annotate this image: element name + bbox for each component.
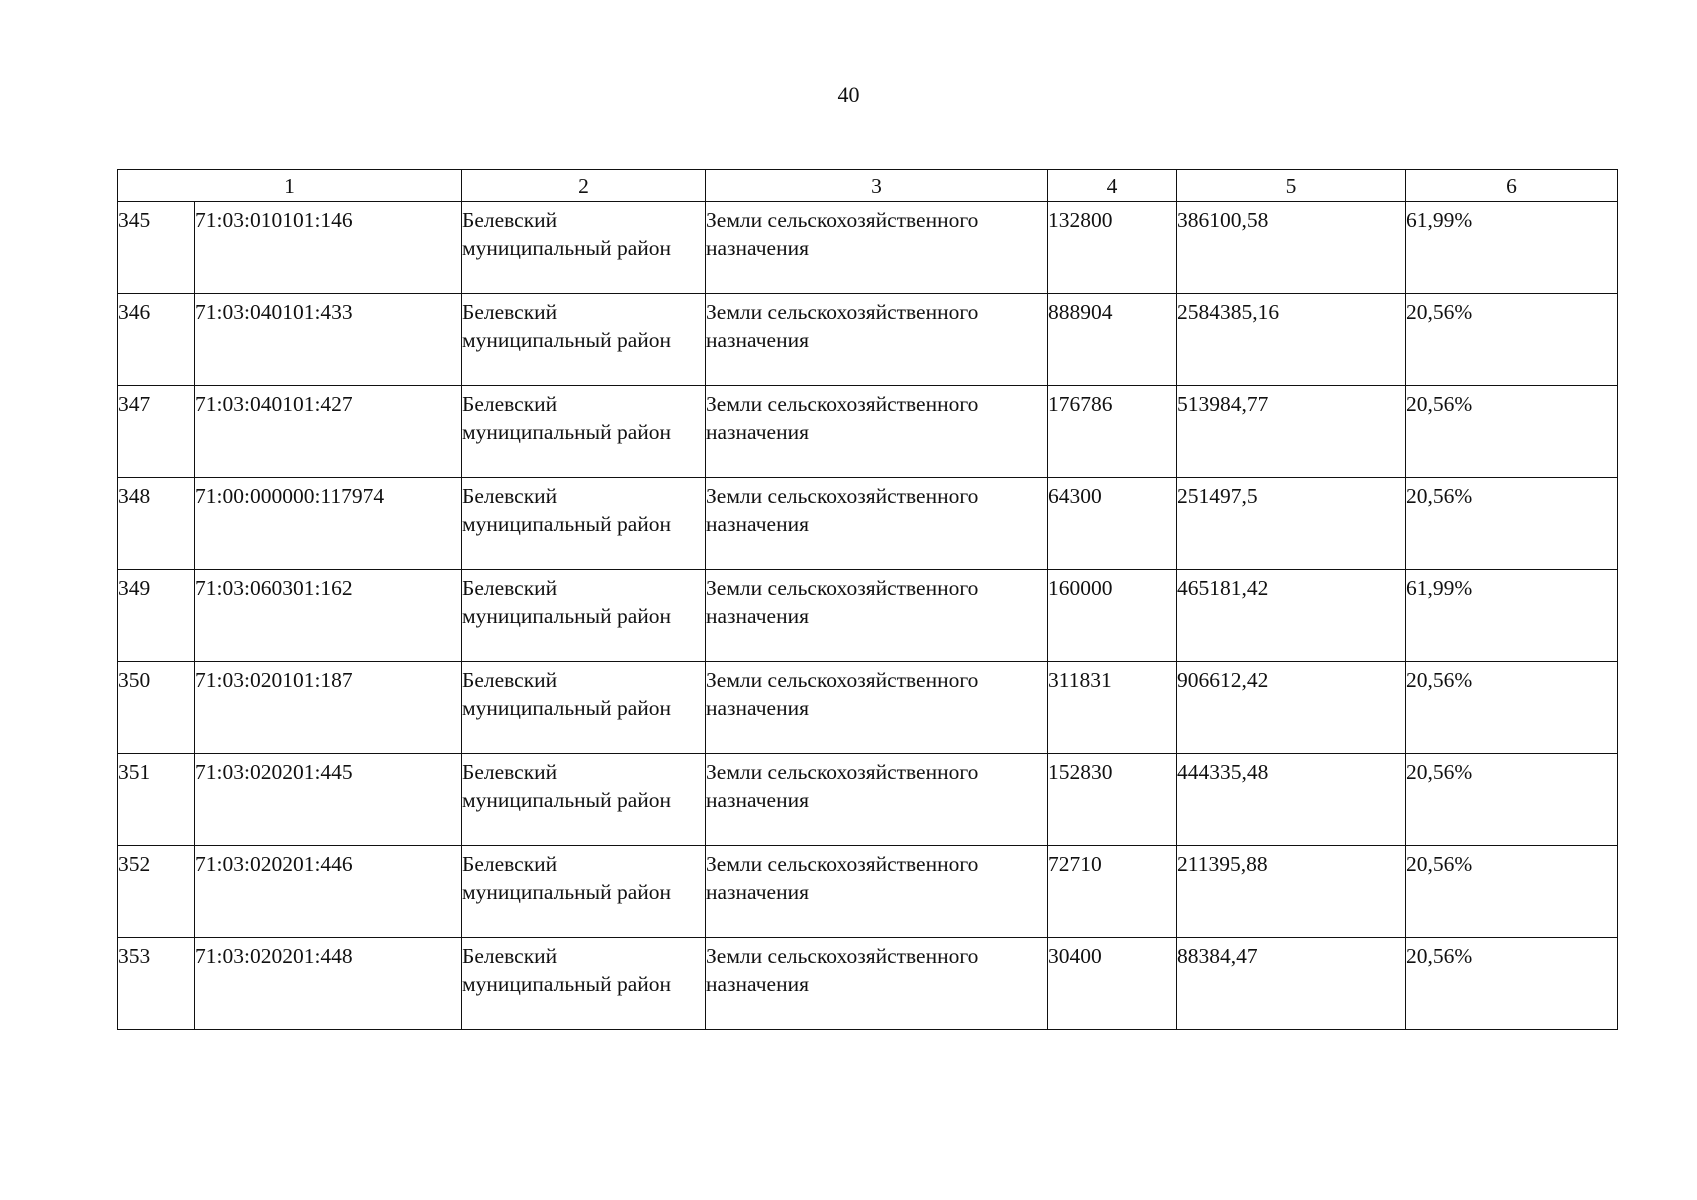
area: 64300: [1048, 478, 1177, 570]
area: 888904: [1048, 294, 1177, 386]
row-number: 348: [118, 478, 195, 570]
row-number: 350: [118, 662, 195, 754]
district: Белевский муниципальный район: [462, 662, 706, 754]
cadastral-value: 444335,48: [1177, 754, 1406, 846]
cadastral-number: 71:03:040101:427: [195, 386, 462, 478]
header-col-5: 5: [1177, 170, 1406, 202]
cadastral-number: 71:00:000000:117974: [195, 478, 462, 570]
table-row: [118, 294, 1618, 386]
percent: 20,56%: [1406, 938, 1618, 1030]
header-col-6: 6: [1406, 170, 1618, 202]
header-row: [118, 170, 1618, 202]
area: 72710: [1048, 846, 1177, 938]
district: Белевский муниципальный район: [462, 846, 706, 938]
land-plots-table: [117, 169, 1618, 1030]
land-category: Земли сельскохозяйственного назначения: [706, 202, 1048, 294]
cadastral-value: 251497,5: [1177, 478, 1406, 570]
header-col-2: 2: [462, 170, 706, 202]
header-col-3: 3: [706, 170, 1048, 202]
area: 176786: [1048, 386, 1177, 478]
cadastral-number: 71:03:020201:446: [195, 846, 462, 938]
table-row: [118, 202, 1618, 294]
table-row: [118, 846, 1618, 938]
cadastral-value: 2584385,16: [1177, 294, 1406, 386]
district: Белевский муниципальный район: [462, 754, 706, 846]
land-category: Земли сельскохозяйственного назначения: [706, 294, 1048, 386]
district: Белевский муниципальный район: [462, 294, 706, 386]
land-category: Земли сельскохозяйственного назначения: [706, 386, 1048, 478]
row-number: 353: [118, 938, 195, 1030]
cadastral-value: 386100,58: [1177, 202, 1406, 294]
table-row: [118, 386, 1618, 478]
table-row: [118, 478, 1618, 570]
table-header: [118, 170, 1618, 202]
table-row: [118, 938, 1618, 1030]
page-number: 40: [837, 82, 860, 107]
district: Белевский муниципальный район: [462, 202, 706, 294]
cadastral-number: 71:03:010101:146: [195, 202, 462, 294]
area: 132800: [1048, 202, 1177, 294]
cadastral-number: 71:03:020201:445: [195, 754, 462, 846]
row-number: 349: [118, 570, 195, 662]
land-category: Земли сельскохозяйственного назначения: [706, 570, 1048, 662]
table-row: [118, 570, 1618, 662]
percent: 61,99%: [1406, 202, 1618, 294]
land-category: Земли сельскохозяйственного назначения: [706, 662, 1048, 754]
percent: 20,56%: [1406, 662, 1618, 754]
header-col-1: 1: [118, 170, 462, 202]
land-category: Земли сельскохозяйственного назначения: [706, 478, 1048, 570]
table-row: [118, 754, 1618, 846]
percent: 20,56%: [1406, 386, 1618, 478]
percent: 61,99%: [1406, 570, 1618, 662]
cadastral-value: 465181,42: [1177, 570, 1406, 662]
row-number: 351: [118, 754, 195, 846]
table-row: [118, 662, 1618, 754]
cadastral-value: 513984,77: [1177, 386, 1406, 478]
area: 30400: [1048, 938, 1177, 1030]
area: 311831: [1048, 662, 1177, 754]
area: 152830: [1048, 754, 1177, 846]
district: Белевский муниципальный район: [462, 938, 706, 1030]
cadastral-value: 906612,42: [1177, 662, 1406, 754]
row-number: 352: [118, 846, 195, 938]
land-category: Земли сельскохозяйственного назначения: [706, 754, 1048, 846]
cadastral-number: 71:03:020101:187: [195, 662, 462, 754]
cadastral-number: 71:03:040101:433: [195, 294, 462, 386]
percent: 20,56%: [1406, 294, 1618, 386]
district: Белевский муниципальный район: [462, 386, 706, 478]
row-number: 346: [118, 294, 195, 386]
header-col-4: 4: [1048, 170, 1177, 202]
land-category: Земли сельскохозяйственного назначения: [706, 938, 1048, 1030]
district: Белевский муниципальный район: [462, 570, 706, 662]
cadastral-value: 88384,47: [1177, 938, 1406, 1030]
percent: 20,56%: [1406, 754, 1618, 846]
cadastral-value: 211395,88: [1177, 846, 1406, 938]
district: Белевский муниципальный район: [462, 478, 706, 570]
row-number: 347: [118, 386, 195, 478]
cadastral-number: 71:03:060301:162: [195, 570, 462, 662]
area: 160000: [1048, 570, 1177, 662]
percent: 20,56%: [1406, 478, 1618, 570]
table-body: [118, 202, 1618, 1030]
land-category: Земли сельскохозяйственного назначения: [706, 846, 1048, 938]
row-number: 345: [118, 202, 195, 294]
cadastral-number: 71:03:020201:448: [195, 938, 462, 1030]
percent: 20,56%: [1406, 846, 1618, 938]
